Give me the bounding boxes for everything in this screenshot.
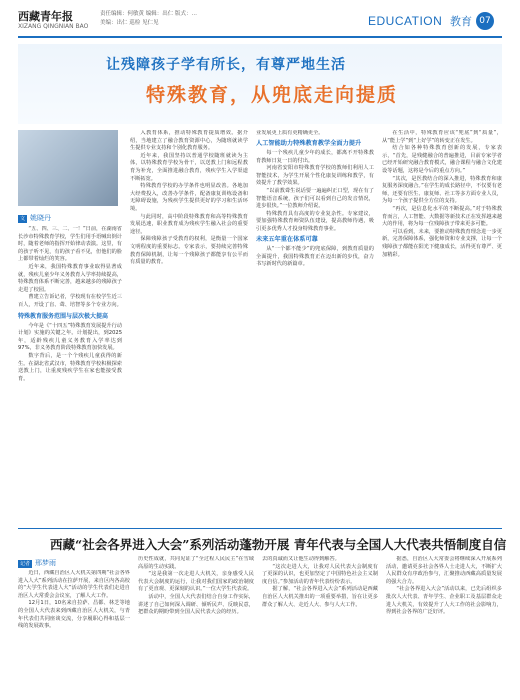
- paragraph: 12月1日，10名来自拉萨、昌都、林芝等地的全国人大代表来到西藏自治区人大机关，与青年代表们共同座谈交流，分享履职心得和基层一线的发展故事。: [18, 600, 130, 630]
- editor-info: [100, 10, 197, 28]
- paragraph: “社会各界进入大会”活动以来，已先后组织多批次人大代表、青年学生、企业职工及基层群众走进人大机关，有效提升了人大工作的社会影响力，得到社会各界的广泛好评。: [386, 586, 502, 616]
- article1-column-2: [130, 130, 248, 524]
- paragraph: “五、四、三、二、一！”日前，在湖南省长沙市特殊教育学校，学生们用手语喊出倒计时，随着老师的指挥开始律动表演。这里，有的孩子听不见，有的孩子看不见，但他们的脸上都带着灿烂的笑容。: [18, 226, 122, 263]
- paragraph: 每一个残疾儿童少年的成长，都离不开特殊教育教师日复一日的付出。: [256, 150, 374, 164]
- article1-subhead-2: 人工智能助力特殊教育教学全面力提升: [256, 139, 362, 147]
- article1-byline: [18, 213, 51, 223]
- article1-column-3: [256, 130, 374, 524]
- byline-name: 邢梦雨: [35, 559, 57, 567]
- page-number: 07: [476, 12, 494, 30]
- byline-tag: 记者: [20, 561, 31, 567]
- paragraph: 特殊教育学校的办学条件也明显改善。各地加大经费投入，改善办学条件，配备康复训练设备和无障碍设施，为残疾学生提供更好的学习和生活环境。: [130, 183, 248, 212]
- paragraph: 曹建立告诉记者，学校现有在校学生近三百人，开设了盲、聋、培智等多个专业方向。: [18, 294, 122, 308]
- article2-byline: [18, 558, 56, 568]
- paragraph: “以前教聋生说话要一遍遍纠正口型，现在有了智能语音系统，孩子们可以看到自己的发音情况，进步很快。”一位教师介绍说。: [256, 188, 374, 210]
- article1-kicker: 让残障孩子学有所长，有尊严地生活: [106, 57, 346, 73]
- meta-line: 美编：出仁 巡检 见仁见: [100, 20, 159, 26]
- paragraph: 业发展更上质有更精确更全。: [256, 130, 324, 136]
- paragraph: 与此同时，高中阶段特殊教育和高等特殊教育发展迅速，职业教育成为残疾学生融入社会的重要途径。: [130, 213, 248, 235]
- byline-name: 姚晓丹: [30, 214, 52, 222]
- paragraph: 活动中，全国人大代表们结合自身工作实际，讲述了自己如何深入调研、倾听民声、反映民意，把群众的期盼带到全国人民代表大会的经历。: [138, 593, 254, 616]
- article1-column-4: [382, 130, 502, 524]
- masthead: [0, 0, 520, 40]
- paragraph: 近日，西藏自治区人大机关第四期“社会各界进入人大”系列活动在拉萨开展，来自区内各高校的“大学生代表进人大”活动的学生代表们走进自治区人大常委会会议室，了解人大工作。: [18, 570, 130, 599]
- article1-column-1: [18, 226, 122, 524]
- article2-headline: 西藏“社会各界进入大会”系列活动蓬勃开展 青年代表与全国人大代表共悟制度自信: [50, 537, 507, 552]
- paragraph: 今年是《“十四五”特殊教育发展提升行动计划》实施的关键之年。计划提出，到2025年，适龄残疾儿童义务教育入学率达到97%，非义务教育阶段特殊教育加快发展。: [18, 322, 122, 352]
- article1-headline: 特殊教育，从兜底走向提质: [146, 84, 399, 106]
- article2-column-1: [18, 570, 130, 694]
- masthead-rule: [18, 36, 502, 38]
- paragraph: 可以看到，未来，要推动特殊教育理念进一步更新，完善保障体系，强化师资和专业支撑，让每一个残障孩子都能在阳光下健康成长，活得更有尊严、更加精彩。: [382, 228, 502, 258]
- paragraph: 河南省安阳市特殊教育学校的教师们利用人工智能技术，为学生开展个性化康复训练和教学，有效提升了教学效果。: [256, 165, 374, 187]
- article1-subhead-3: 未来五年重在体系可靠: [256, 235, 318, 243]
- paragraph: 近年来，我国特殊教育事业取得显著成就，残疾儿童少年义务教育入学率持续提高，特殊教育体系不断完善，越来越多的残障孩子走进了校园。: [18, 263, 122, 293]
- article2-column-3: [262, 556, 378, 694]
- article1-photo: [18, 130, 118, 206]
- paragraph: 据悉，自治区人大常委会将继续深入开展系列活动，邀请更多社会各界人士走进人大，不断扩大人民群众有序政治参与，汇聚推动西藏高质量发展的强大合力。: [386, 556, 502, 585]
- newspaper-subtitle: XIZANG QINGNIAN BAO: [18, 23, 89, 30]
- paragraph: 入教育体系，推动特殊教育提质增效。据介绍，当地建立了融合教育资源中心，为随班就读学生提供专业支持和个别化教育服务。: [130, 130, 248, 152]
- section-name-cn: 教育: [450, 15, 472, 28]
- paragraph: “这是我第一次走进人大机关，亲身感受人民代表大会制度的运行，让我对我们国家的政治制度有了更直观、更深刻的认识。”一位大学生代表说。: [138, 571, 254, 593]
- editor-line: 责任编辑：何敏黄 编辑：出仁 版式：…: [100, 11, 197, 17]
- section-name-en: EDUCATION: [368, 14, 443, 28]
- paragraph: 据了解，“社会各界进入大会”系列活动是西藏自治区人大机关推出的一项重要举措，旨在让更多群众了解人大、走近人大、参与人大工作。: [262, 586, 378, 608]
- paragraph: 去的真诚而又让他生动得到解答。: [262, 556, 340, 562]
- paragraph: “再次，是信息化水平的不断提高。”对于特殊教育而言，人工智能、大数据等新技术正在发挥越来越大的作用，将为每一位残障孩子带来更多可能。: [382, 205, 502, 228]
- paragraph: 从“一个都不能少”的兜底保障，到教育质量的全面提升，我国特殊教育正在迈出新的步伐，奋力书写新时代的新篇章。: [256, 246, 374, 268]
- paragraph: “这次走进人大，让我对人民代表大会制度有了更深的认识，也更加坚定了中国特色社会主义制度自信。”参加活动的青年代表纷纷表示。: [262, 563, 378, 585]
- article1-subhead-1: 特殊教育服务范围与层次极大提高: [18, 312, 109, 320]
- article-divider: [18, 528, 502, 529]
- byline-tag: 文: [20, 216, 26, 222]
- paragraph: 近年来，我国坚持以普通学校随班就读为主体，以特殊教育学校为骨干，以送教上门和远程教育为补充，全面推进融合教育，残疾学生入学渠道不断拓宽。: [130, 152, 248, 182]
- paragraph: 结合如各种特殊教育创新的发展，专家表示，“首先，是残健融合的普遍推进，目前专家学者已经开始研究融合教育模式，融合课程与融合文化建设等话题，这将是今后的重点方向。”: [382, 145, 502, 174]
- paragraph: 保障残障孩子受教育的权利，是衡量一个国家文明程度的重要标志。专家表示，要持续完善特殊教育保障机制，让每一个残障孩子都能享有公平而有质量的教育。: [130, 236, 248, 266]
- paragraph: “其次，是医教结合的深入推进，特殊教育和康复服务深度融合。”在学生的成长路径中，不仅要有老师，还要有医生、康复师、社工等多方面专业人员，为每一个孩子提供全方位的支持。: [382, 175, 502, 205]
- newspaper-logo: 西藏青年报: [18, 10, 73, 23]
- article2-column-2: [138, 556, 254, 694]
- paragraph: 历史性成就，共同见证了“全过程人民民主”在雪域高原的生动实践。: [138, 556, 254, 570]
- article2-column-4: [386, 556, 502, 694]
- paragraph: 数字背后，是一个个残疾儿童获得的新生。在湖北省武汉市，特殊教育学校积极探索送教上门，让重度残疾学生在家也能接受教育。: [18, 352, 122, 382]
- paragraph: 特殊教育具有高度的专业复杂性。专家建议，要加强特殊教育师资队伍建设，提高教师待遇，吸引更多优秀人才投身特殊教育事业。: [256, 210, 374, 233]
- paragraph: 在生活中，特殊教育应该“兜底”到“质量”，从“能上学”到“上好学”的转变正在发生。: [382, 130, 502, 144]
